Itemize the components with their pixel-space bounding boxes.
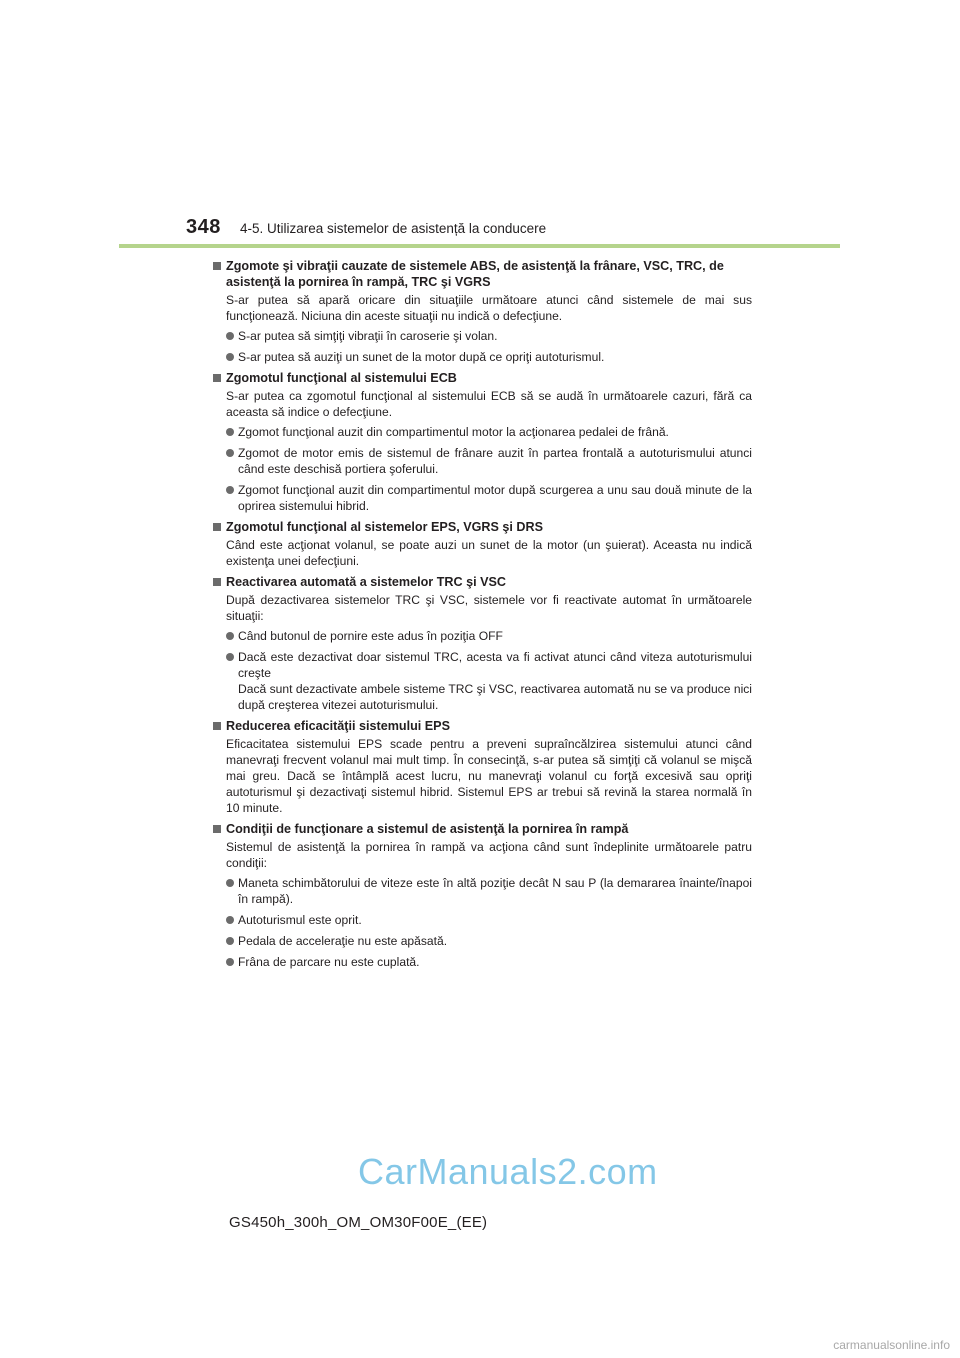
list-item — [212, 912, 752, 928]
square-bullet-icon — [213, 722, 221, 730]
round-bullet-icon — [226, 653, 234, 661]
section-title: Reactivarea automată a sistemelor TRC şi VSC — [226, 575, 506, 589]
list-item — [212, 445, 752, 477]
document-code: GS450h_300h_OM_OM30F00E_(EE) — [229, 1214, 488, 1231]
section-title: Condiţii de funcţionare a sistemul de asistenţă la pornirea în rampă — [226, 822, 629, 836]
round-bullet-icon — [226, 632, 234, 640]
section-paragraph: Când este acţionat volanul, se poate auzi un sunet de la motor (un şuierat). Aceasta nu indică existenţa unei defecţiuni. — [226, 538, 752, 568]
square-bullet-icon — [213, 578, 221, 586]
list-item — [212, 875, 752, 907]
list-item-text: S-ar putea să simţiţi vibraţii în caroserie şi volan. — [238, 329, 498, 343]
list-item-text: Autoturismul este oprit. — [238, 913, 362, 927]
round-bullet-icon — [226, 353, 234, 361]
square-bullet-icon — [213, 825, 221, 833]
section-heading — [212, 258, 752, 290]
section-title: Zgomotul funcţional al sistemului ECB — [226, 371, 457, 385]
list-item-text: Zgomot de motor emis de sistemul de frânare auzit în partea frontală a autoturismului atunci când este deschisă portiera şoferului. — [238, 446, 752, 476]
section-heading — [212, 574, 752, 590]
round-bullet-icon — [226, 428, 234, 436]
list-item-text: Pedala de acceleraţie nu este apăsată. — [238, 934, 448, 948]
section-ecb-noise — [212, 370, 752, 514]
list-item-text: Maneta schimbătorului de viteze este în altă poziţie decât N sau P (la demararea înainte/înapoi în rampă). — [238, 876, 752, 906]
round-bullet-icon — [226, 916, 234, 924]
section-abs-noise — [212, 258, 752, 365]
round-bullet-icon — [226, 449, 234, 457]
square-bullet-icon — [213, 262, 221, 270]
list-item-text: Dacă este dezactivat doar sistemul TRC, acesta va fi activat atunci când viteza autoturismului creşte — [238, 650, 752, 680]
section-heading — [212, 519, 752, 535]
page-content — [212, 258, 752, 975]
list-item — [212, 954, 752, 970]
section-paragraph: Eficacitatea sistemului EPS scade pentru a preveni supraîncălzirea sistemului atunci când manevraţi frecvent volanul mai mult timp. În consecinţă, s-ar putea să simţiţi că volanul se mişcă mai greu. Dacă se întâmplă acest lucru, nu manevraţi volanul cu forţă excesivă sau opriţi autoturismul şi dezactivaţi sistemul hibrid. Sistemul EPS ar trebui să revină la starea normală în 10 minute. — [226, 737, 752, 815]
section-heading — [212, 370, 752, 386]
section-paragraph: S-ar putea ca zgomotul funcţional al sistemului ECB să se audă în următoarele cazuri, fără ca aceasta să indice o defecţiune. — [226, 389, 752, 419]
chapter-title: 4-5. Utilizarea sistemelor de asistență la conducere — [240, 221, 547, 236]
list-item — [212, 328, 752, 344]
list-item-text: S-ar putea să auziţi un sunet de la motor după ce opriţi autoturismul. — [238, 350, 605, 364]
list-item — [212, 424, 752, 440]
list-item-text: Când butonul de pornire este adus în poziţia OFF — [238, 629, 503, 643]
section-title: Zgomote şi vibraţii cauzate de sistemele ABS, de asistenţă la frânare, VSC, TRC, de asistenţă la pornirea în rampă, TRC şi VGRS — [226, 259, 724, 289]
list-item — [212, 482, 752, 514]
section-trc-vsc-reactivation — [212, 574, 752, 713]
round-bullet-icon — [226, 958, 234, 966]
section-title: Zgomotul funcţional al sistemelor EPS, VGRS şi DRS — [226, 520, 543, 534]
watermark-logo: CarManuals2.com — [358, 1151, 658, 1192]
round-bullet-icon — [226, 879, 234, 887]
section-paragraph: S-ar putea să apară oricare din situaţiile următoare atunci când sistemele de mai sus funcţionează. Niciuna din aceste situaţii nu indică o defecţiune. — [226, 293, 752, 323]
square-bullet-icon — [213, 523, 221, 531]
section-eps-reduced — [212, 718, 752, 816]
list-item — [212, 628, 752, 644]
section-title: Reducerea eficacităţii sistemului EPS — [226, 719, 450, 733]
site-watermark: carmanualsonline.info — [833, 1338, 950, 1352]
square-bullet-icon — [213, 374, 221, 382]
round-bullet-icon — [226, 937, 234, 945]
page-number: 348 — [186, 216, 221, 238]
list-item — [212, 933, 752, 949]
section-heading — [212, 821, 752, 837]
list-item-text: Dacă sunt dezactivate ambele sisteme TRC şi VSC, reactivarea automată nu se va produce nici după creşterea vitezei autoturismului. — [238, 682, 752, 712]
section-hill-start-conditions — [212, 821, 752, 970]
section-paragraph: Sistemul de asistenţă la pornirea în rampă va acţiona când sunt îndeplinite următoarele patru condiţii: — [226, 840, 752, 870]
list-item — [212, 349, 752, 365]
list-item-text: Zgomot funcţional auzit din compartimentul motor la acţionarea pedalei de frână. — [238, 425, 669, 439]
section-eps-vgrs-drs-noise — [212, 519, 752, 569]
round-bullet-icon — [226, 486, 234, 494]
section-heading — [212, 718, 752, 734]
list-item — [212, 649, 752, 713]
list-item-text: Frâna de parcare nu este cuplată. — [238, 955, 420, 969]
header-divider — [119, 244, 840, 248]
section-paragraph: După dezactivarea sistemelor TRC şi VSC, sistemele vor fi reactivate automat în următoarele situaţii: — [226, 593, 752, 623]
list-item-text: Zgomot funcţional auzit din compartimentul motor după scurgerea a unu sau două minute de la oprirea sistemului hibrid. — [238, 483, 752, 513]
round-bullet-icon — [226, 332, 234, 340]
page-header — [186, 216, 546, 242]
